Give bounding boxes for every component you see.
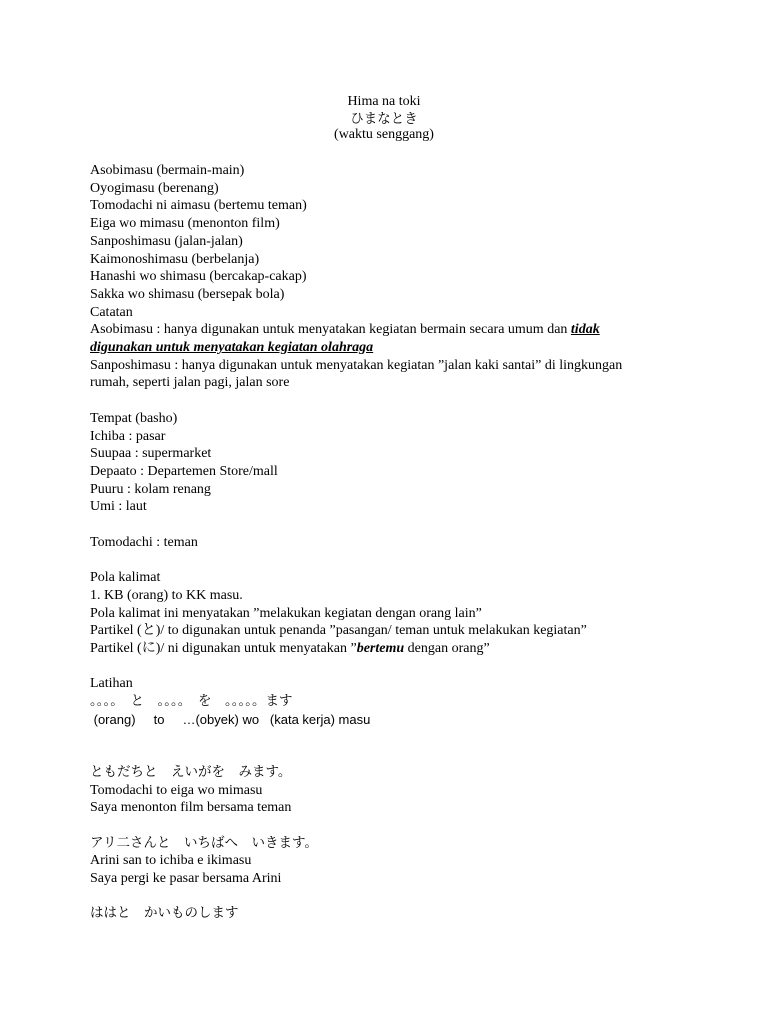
catatan-note-1 <box>90 321 680 339</box>
vocab-item: Asobimasu (bermain-main) <box>90 163 245 178</box>
doc-title-translation: (waktu senggang) <box>334 127 434 142</box>
pola-heading: Pola kalimat <box>90 570 161 586</box>
pola-line-3-end: dengan orang” <box>404 640 490 656</box>
tempat-item: Ichiba : pasar <box>90 428 166 444</box>
latihan-pattern-romaji: (orang) to …(obyek) wo (kata kerja) masu <box>90 711 371 727</box>
vocab-item: Hanashi wo shimasu (bercakap-cakap) <box>90 269 307 285</box>
tempat-item: Puuru : kolam renang <box>90 481 211 497</box>
note-1-text: Asobimasu : hanya digunakan untuk menyatakan kegiatan bermain secara umum dan <box>90 322 571 338</box>
latihan-pattern-jp: 。。。。 と 。。。。 を 。。。。。ます <box>90 693 293 710</box>
example-romaji: Arini san to ichiba e ikimasu <box>90 853 252 869</box>
vocab-list <box>90 162 680 304</box>
example-romaji: Tomodachi to eiga wo mimasu <box>90 782 263 798</box>
vocab-item: Oyogimasu (berenang) <box>90 180 219 196</box>
pola-line-3-start: Partikel (に)/ ni digunakan untuk menyatakan ” <box>90 640 357 656</box>
tempat-heading: Tempat (basho) <box>90 410 178 426</box>
tempat-item: Umi : laut <box>90 499 147 515</box>
note-1-emphasis-continued: digunakan untuk menyatakan kegiatan olahraga <box>90 340 374 356</box>
vocab-item: Kaimonoshimasu (berbelanja) <box>90 251 260 267</box>
vocab-item: Sanposhimasu (jalan-jalan) <box>90 233 243 249</box>
pola-line: Partikel (と)/ to digunakan untuk penanda ”pasangan/ teman untuk melakukan kegiatan” <box>90 623 587 639</box>
example-jp: ともだちと えいがを みます。 <box>90 763 292 780</box>
tempat-item: Suupaa : supermarket <box>90 446 212 462</box>
pola-line: Pola kalimat ini menyatakan ”melakukan kegiatan dengan orang lain” <box>90 605 482 621</box>
doc-title-kana: ひまなとき <box>350 110 418 127</box>
example-3 <box>90 905 680 923</box>
doc-title: Hima na toki <box>347 94 421 109</box>
catatan-section <box>90 304 680 393</box>
vocab-item: Eiga wo mimasu (menonton film) <box>90 216 280 232</box>
example-2 <box>90 835 680 888</box>
latihan-heading: Latihan <box>90 676 133 692</box>
pola-line <box>90 640 680 658</box>
document-body <box>90 162 680 923</box>
catatan-heading: Catatan <box>90 304 133 320</box>
catatan-note-2: Sanposhimasu : hanya digunakan untuk menyatakan kegiatan ”jalan kaki santai” di lingkungan <box>90 357 623 373</box>
tomodachi-definition: Tomodachi : teman <box>90 534 198 550</box>
example-jp: アリ二さんと いちばへ いきます。 <box>90 834 318 851</box>
tempat-item: Depaato : Departemen Store/mall <box>90 463 278 479</box>
vocab-item: Sakka wo shimasu (bersepak bola) <box>90 286 285 302</box>
vocab-item: Tomodachi ni aimasu (bertemu teman) <box>90 198 307 214</box>
pola-rule: 1. KB (orang) to KK masu. <box>90 587 243 603</box>
catatan-note-2-continued: rumah, seperti jalan pagi, jalan sore <box>90 375 290 391</box>
pola-section <box>90 569 680 658</box>
example-meaning: Saya menonton film bersama teman <box>90 800 292 816</box>
title-block <box>0 94 768 144</box>
tempat-section <box>90 410 680 516</box>
note-1-emphasis: tidak <box>570 322 600 338</box>
latihan-section <box>90 675 680 923</box>
example-1 <box>90 764 680 817</box>
example-jp: ははと かいものします <box>90 905 239 922</box>
pola-line-3-emphasis: bertemu <box>356 640 405 656</box>
example-meaning: Saya pergi ke pasar bersama Arini <box>90 871 282 887</box>
